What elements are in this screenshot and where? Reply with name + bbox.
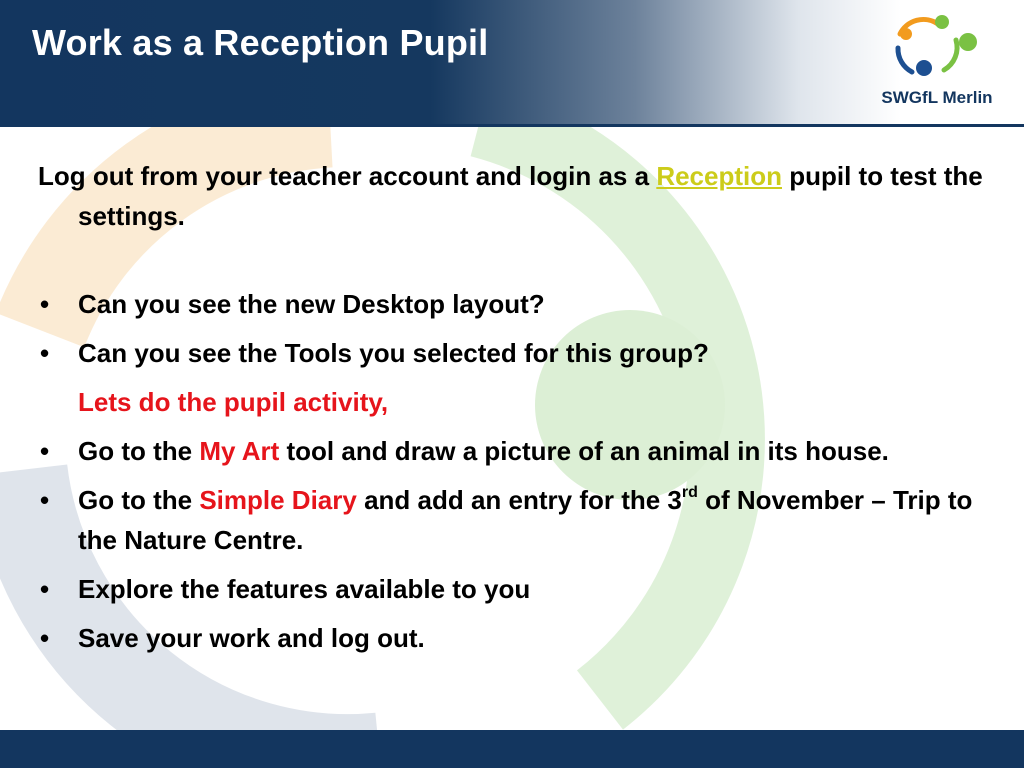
activity-heading: Lets do the pupil activity, [78,387,389,417]
intro-paragraph [38,156,1003,236]
bullet-text: Go to the [78,436,200,466]
simple-diary-tool-name: Simple Diary [199,485,357,515]
bullet-text: of November – Trip to the Nature Centre. [78,485,973,555]
bullet-text: Can you see the new Desktop layout? [78,289,545,319]
bullet-item-my-art [38,431,1003,471]
logo-text: SWGfL Merlin [881,88,993,107]
header-rule [0,124,1024,127]
bullet-text: Go to the [78,485,200,515]
logo-mark-icon [862,8,1012,88]
bullet-item-simple-diary [38,480,1003,560]
bullet-icon: • [40,338,50,368]
bullet-text: Explore the features available to you [78,574,531,604]
bullet-icon: • [40,436,50,466]
bullet-item-explore [38,569,1003,609]
bullet-item-desktop-layout [38,284,1003,324]
bullet-list [38,284,1003,373]
bullet-text: tool and draw a picture of an animal in its house. [279,436,889,466]
bullet-item-save [38,618,1003,658]
bullet-text: and add an entry for the 3 [356,485,682,515]
swgfl-logo [862,8,1012,112]
ordinal-suffix: rd [681,484,698,501]
bullet-icon: • [40,485,50,515]
bullet-text: Can you see the Tools you selected for this group? [78,338,709,368]
slide-body [38,156,1003,667]
intro-text-after: pupil to test the settings. [78,161,983,231]
spacer [38,236,1003,284]
bullet-icon: • [40,574,50,604]
bullet-item-tools [38,333,1003,373]
bullet-text: Save your work and log out. [78,623,425,653]
reception-link: Reception [656,161,782,191]
intro-text-before: Log out from your teacher account and login as a [38,161,657,191]
bullet-icon: • [40,623,50,653]
footer-bar [0,730,1024,768]
bullet-list [38,431,1003,658]
my-art-tool-name: My Art [199,436,280,466]
bullet-icon: • [40,289,50,319]
slide-title: Work as a Reception Pupil [32,22,489,63]
